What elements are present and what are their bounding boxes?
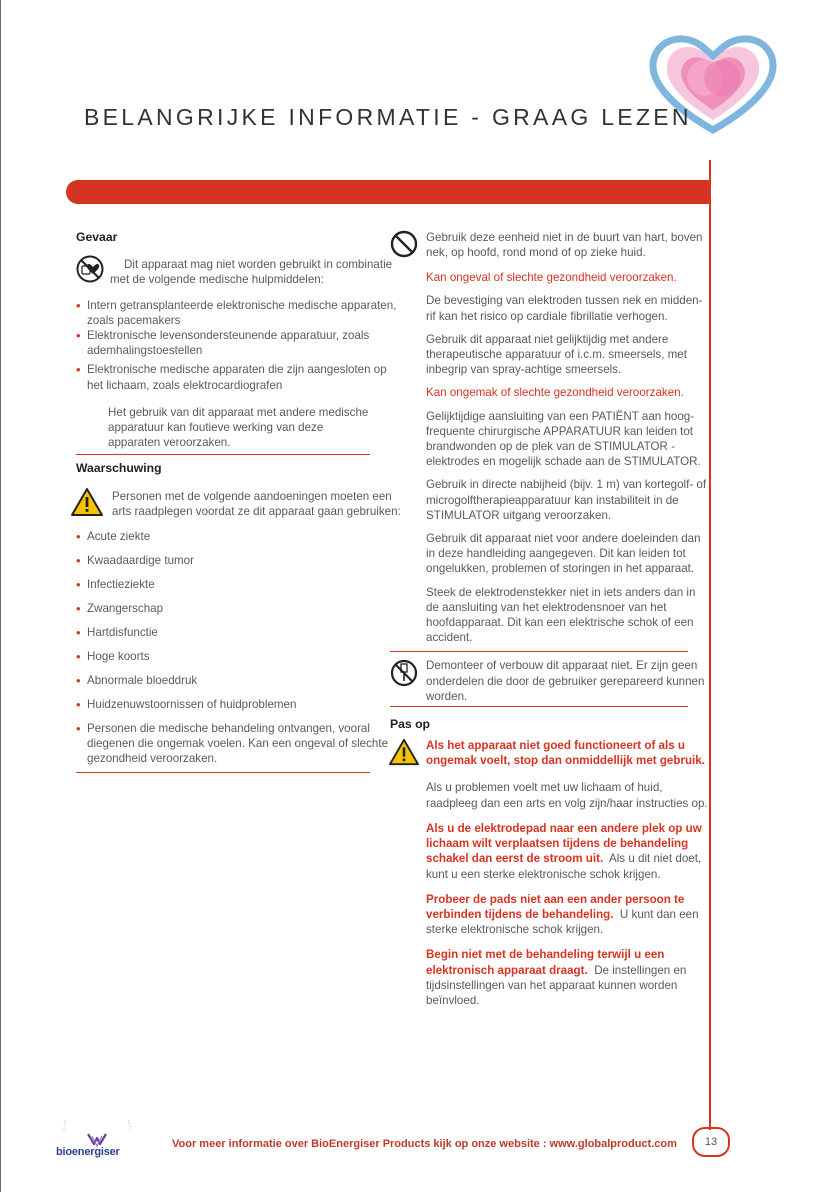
danger-list — [76, 298, 406, 393]
prohibit-row — [390, 230, 710, 262]
caution-item-emphasis: Als u de elektrodepad naar een andere plek op uw lichaam wilt verplaatsen tijdens de behandeling schakel dan eerst de stroom uit. — [426, 821, 702, 866]
caution-heading: Pas op — [390, 717, 430, 732]
logo-wordmark: bioenergiser — [56, 1146, 120, 1158]
paragraph: Gebruik in directe nabijheid (bijv. 1 m) van kortegolf- of microgolftherapieapparatuur kan instabiliteit in de STIMULATOR uitgang veroorzaken. — [426, 478, 707, 522]
section-header-bar — [66, 180, 710, 204]
list-item: • Infectieziekte — [76, 577, 406, 592]
caution-body — [390, 780, 710, 1008]
warning-triangle-icon — [70, 487, 104, 521]
warning-intro-row — [76, 481, 406, 521]
paragraph: Gebruik dit apparaat niet gelijktijdig met andere therapeutische apparatuur of i.c.m. smeersels, met inbegrip van spray-achtige smeersels. — [426, 332, 687, 377]
caution-item — [426, 892, 710, 938]
footer-text: Voor meer informatie over BioEnergiser Products kijk op onze website : www.globalproduct.com — [172, 1138, 677, 1150]
danger-intro: Dit apparaat mag niet worden gebruikt in combinatie met de volgende medische hulpmiddelen: — [110, 258, 393, 287]
page-title: BELANGRIJKE INFORMATIE - GRAAG LEZEN — [84, 104, 692, 130]
section-divider — [390, 651, 688, 652]
warning-list — [76, 529, 406, 767]
section-divider — [76, 772, 370, 773]
list-item: • Elektronische medische apparaten die zijn aangesloten op het lichaam, zoals elektrocardiografen — [76, 362, 406, 392]
no-pacemaker-icon — [76, 255, 104, 287]
list-item: • Intern getransplanteerde elektronische medische apparaten, zoals pacemakers — [76, 298, 406, 328]
list-item: • Hartdisfunctie — [76, 625, 406, 640]
paragraph: Als u problemen voelt met uw lichaam of huid, raadpleeg dan een arts en volg zijn/haar instructies op. — [426, 781, 708, 810]
paragraph: De bevestiging van elektroden tussen nek en midden-rif kan het risico op cardiale fibrillatie verhogen. — [426, 294, 703, 323]
paragraph: Gebruik dit apparaat niet voor andere doeleinden dan in deze handleiding aangegeven. Dit kan leiden tot ongelukken, problemen of storingen in het apparaat. — [426, 532, 701, 576]
list-item: • Huidzenuwstoornissen of huidproblemen — [76, 697, 406, 712]
caution-item — [426, 821, 710, 882]
danger-heading: Gevaar — [76, 230, 118, 244]
caution-item-text: U kunt dan een sterke elektronische schok krijgen. — [426, 907, 699, 937]
caution-row — [390, 738, 710, 770]
list-item: • Personen die medische behandeling ontvangen, vooral diegenen die ongemak voelen. Kan een ongeval of slechte gezondheid veroorzaken. — [76, 721, 406, 767]
caution-item-emphasis: Begin niet met de behandeling terwijl u een elektronisch apparaat draagt. — [426, 948, 665, 977]
warning-heading: Waarschuwing — [76, 461, 162, 476]
page-number: 13 — [692, 1127, 730, 1157]
list-item: • Zwangerschap — [76, 601, 406, 616]
warning-line: Kan ongemak of slechte gezondheid veroorzaken. — [426, 386, 684, 400]
caution-item-emphasis: Probeer de pads niet aan een ander persoon te verbinden tijdens de behandeling. — [426, 892, 685, 921]
list-item: • Kwaadaardige tumor — [76, 553, 406, 568]
warning-line: Kan ongeval of slechte gezondheid veroorzaken. — [426, 271, 677, 285]
warning-triangle-icon — [388, 738, 420, 770]
prohibit-intro: Gebruik deze eenheid niet in de buurt van hart, boven nek, op hoofd, rond mond of op zieke huid. — [426, 231, 703, 260]
page-edge-line — [0, 0, 1, 1192]
list-item: • Acute ziekte — [76, 529, 406, 544]
danger-intro-row — [76, 249, 406, 287]
caution-red: Als het apparaat niet goed functioneert of als u ongemak voelt, stop dan onmiddellijk met gebruik. — [426, 739, 705, 768]
disassemble-row — [390, 658, 710, 704]
right-body — [390, 270, 710, 645]
prohibited-icon — [390, 230, 418, 262]
caution-item-text: Als u dit niet doet, kunt u een sterke elektronische schok krijgen. — [426, 852, 702, 881]
list-item: • Hoge koorts — [76, 649, 406, 664]
paragraph: Steek de elektrodenstekker niet in iets anders dan in de aansluiting van het elektrodensnoer van het hoofdapparaat. Dit kan een elektrische schok of een accident. — [426, 585, 696, 645]
left-column — [76, 230, 406, 773]
section-divider — [390, 706, 688, 707]
disassemble-text: Demonteer of verbouw dit apparaat niet. Er zijn geen onderdelen die door de gebruiker gerepareerd kunnen worden. — [426, 659, 705, 703]
no-disassemble-icon — [390, 658, 418, 692]
list-item: • Abnormale bloeddruk — [76, 673, 406, 688]
caution-item-text: De instellingen en tijdsinstellingen van het apparaat kunnen worden beïnvloed. — [426, 963, 687, 1007]
right-column — [390, 230, 710, 1008]
warning-intro: Personen met de volgende aandoeningen moeten een arts raadplegen voordat ze dit apparaat gaan gebruiken: — [112, 489, 401, 518]
list-item: • Elektronische levensondersteunende apparatuur, zoals ademhalingstoestellen — [76, 328, 406, 358]
paragraph: Gelijktijdige aansluiting van een PATIËNT aan hoog-frequente chirurgische APPARATUUR kan leiden tot brandwonden op de plek van de STIMULATOR -elektrodes en mogelijk schade aan de STIMULATOR. — [426, 409, 701, 469]
bioenergiser-logo — [54, 1120, 140, 1164]
danger-note: Het gebruik van dit apparaat met andere medische apparatuur kan foutieve werking van deze apparaten veroorzaken. — [108, 405, 369, 450]
caution-item — [426, 947, 710, 1008]
section-divider — [76, 454, 370, 455]
